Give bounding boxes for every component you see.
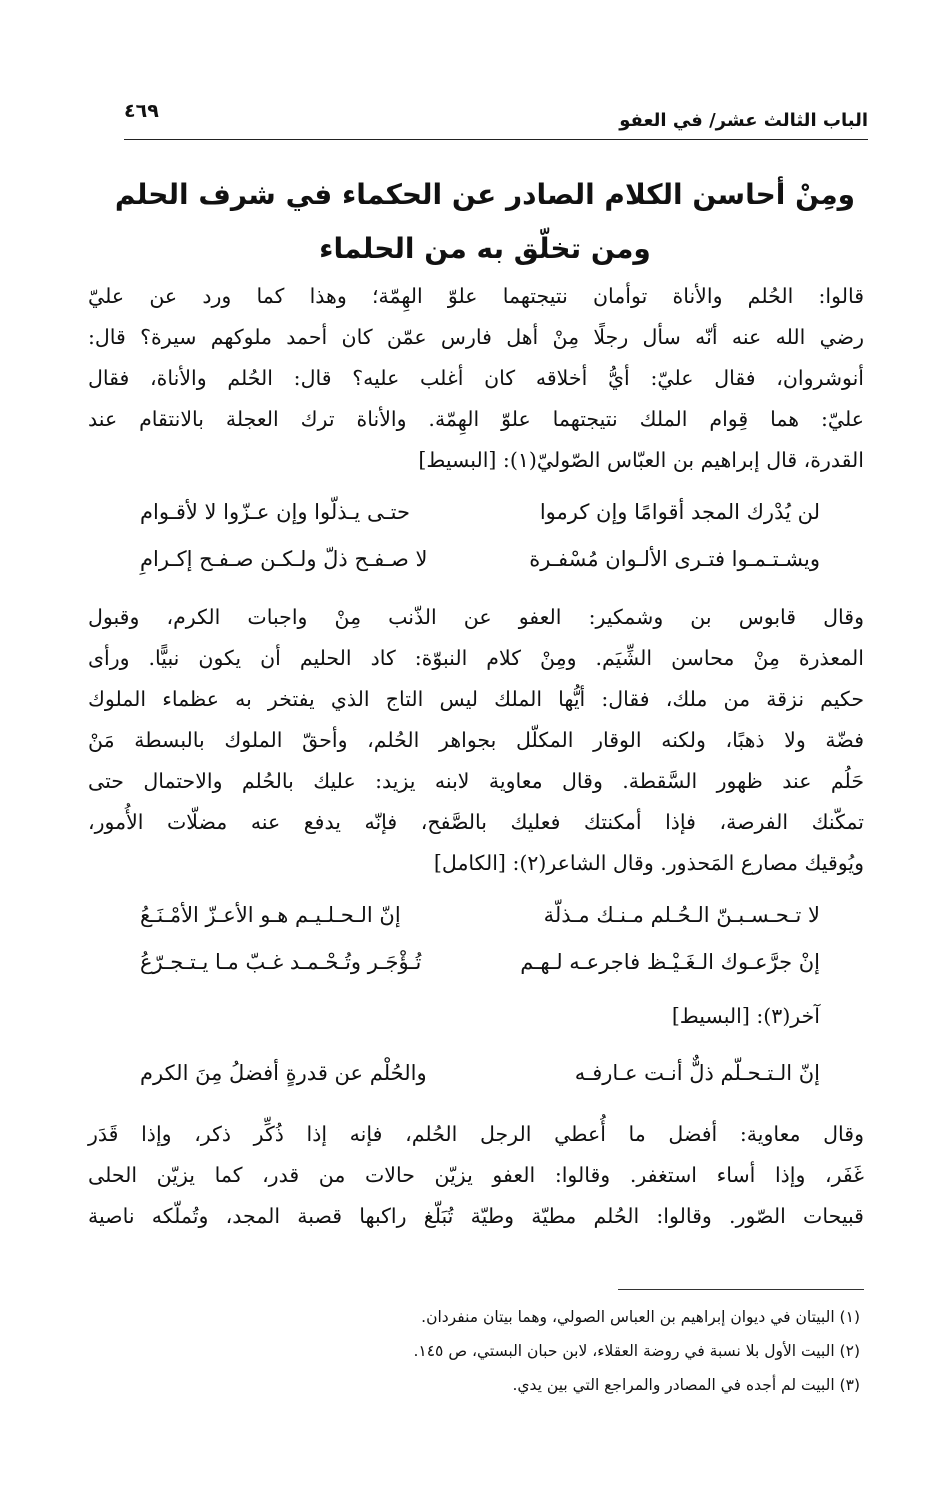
paragraph-line: أنوشروان، فقال عليّ: أيُّ أخلاقه كان أغلب عليه؟ قال: الحُلم والأناة، فقال: [88, 366, 864, 390]
paragraph-line: المعذرة مِنْ محاسن الشِّيَم. ومِنْ كلام النبوّة: كاد الحليم أن يكون نبيًّا. ورأى: [88, 646, 864, 670]
paragraph-line: غَفَر، وإذا أساء استغفر. وقالوا: العفو يزيّن حالات من قدر، كما يزيّن الحلى: [88, 1163, 864, 1187]
verse-first-hemistich: لا تـحـسـبـنّ الـحُـلم مـنـك مـذلّة: [543, 903, 820, 927]
page-number: ٤٦٩: [124, 100, 159, 122]
paragraph-line: تمكّنك الفرصة، فإذا أمكنتك فعليك بالصَّفح، فإنّه يدفع عنه مضلّات الأُمور،: [88, 810, 864, 834]
paragraph-line: قالوا: الحُلم والأناة توأمان نتيجتهما علوّ الهِمّة؛ وهذا كما ورد عن عليّ: [88, 284, 864, 308]
verse-second-hemistich: تُـؤْجَـر وتُـحْـمـد غـبّ مـا يـتـجـرّعُ: [140, 950, 422, 974]
footnote-separator: [618, 1289, 864, 1290]
verse-second-hemistich: إنّ الـحـلـيـم هـو الأعـزّ الأمْـنَـعُ: [140, 903, 401, 927]
section-title-line-2: ومن تخلّق به من الحلماء: [319, 232, 651, 265]
paragraph-line: حَلُم عند ظهور السَّقطة. وقال معاوية لابنه يزيد: عليك بالحُلم والاحتمال حتى: [88, 769, 864, 793]
paragraph-line: وقال معاوية: أفضل ما أُعطي الرجل الحُلم، فإنه إذا ذُكِّر ذكر، وإذا قَدَر: [88, 1122, 864, 1146]
paragraph-line: ويُوقيك مصارع المَحذور. وقال الشاعر(٢): [الكامل]: [433, 851, 864, 875]
verse-first-hemistich: إنْ جرَّعـوك الـغَـيْـظ فاجرعـه لـهـم: [520, 950, 820, 974]
paragraph-line: قبيحات الصّور. وقالوا: الحُلم مطيّة وطيّة تُبَلّغ راكبها قصبة المجد، وتُملّكه ناصية: [88, 1204, 864, 1228]
verse-first-hemistich: إنّ الـتـحـلّم ذلٌّ أنـت عـارفـه: [574, 1061, 820, 1085]
paragraph-line: القدرة، قال إبراهيم بن العبّاس الصّوليّ(١): [البسيط]: [418, 448, 864, 472]
paragraph-line: وقال قابوس بن وشمكير: العفو عن الذّنب مِنْ واجبات الكرم، وقبول: [88, 605, 864, 629]
paragraph-line: رضي الله عنه أنّه سأل رجلًا مِنْ أهل فارس عمّن كان أحمد ملوكهم سيرة؟ قال:: [88, 325, 864, 349]
verse-second-hemistich: حتـى يـذلّوا وإن عـزّوا لا لأقـوام: [140, 500, 410, 524]
footnote-3: (٣) البيت لم أجده في المصادر والمراجع التي بين يدي.: [512, 1376, 860, 1394]
paragraph-2: [88, 597, 864, 884]
meter-label: آخر(٣): [البسيط]: [671, 1004, 820, 1028]
verse-line: [140, 903, 820, 943]
verse-first-hemistich: ويشـتـمـوا فتـرى الألـوان مُسْفـرة: [529, 547, 820, 571]
footnote-1: (١) البيتان في ديوان إبراهيم بن العباس الصولي، وهما بيتان منفردان.: [421, 1308, 860, 1326]
running-header: [124, 96, 868, 136]
paragraph-line: فضّة ولا ذهبًا، ولكنه الوقار المكلّل بجواهر الحُلم، وأحقّ الملوك بالبسطة مَنْ: [88, 728, 864, 752]
paragraph-3: [88, 1114, 864, 1237]
paragraph-1: [88, 276, 864, 481]
verse-first-hemistich: لن يُدْرك المجد أقوامًا وإن كرموا: [539, 500, 820, 524]
section-title-line-1: ومِنْ أحاسن الكلام الصادر عن الحكماء في شرف الحلم: [114, 178, 856, 211]
header-rule: [124, 139, 868, 140]
verse-line: [140, 1061, 820, 1101]
verse-line: [140, 500, 820, 540]
chapter-title: الباب الثالث عشر/ في العفو: [619, 110, 868, 131]
footnotes: [100, 1300, 860, 1402]
paragraph-line: عليّ: هما قِوام الملك نتيجتهما علوّ الهِمّة. والأناة ترك العجلة بالانتقام عند: [88, 407, 864, 431]
verse-second-hemistich: لا صـفـح ذلّ ولـكـن صـفـح إكـرامِ: [140, 547, 428, 571]
verse-second-hemistich: والحُلْم عن قدرةٍ أفضلُ مِنَ الكرم: [140, 1061, 427, 1085]
verse-line: [140, 950, 820, 990]
paragraph-line: حكيم نزقة من ملك، فقال: أيُّها الملك ليس التاج الذي يفتخر به عظماء الملوك: [88, 687, 864, 711]
section-title: [100, 168, 870, 276]
footnote-2: (٢) البيت الأول بلا نسبة في روضة العقلاء، لابن حبان البستي، ص ١٤٥.: [413, 1342, 860, 1360]
verse-line: [140, 547, 820, 587]
